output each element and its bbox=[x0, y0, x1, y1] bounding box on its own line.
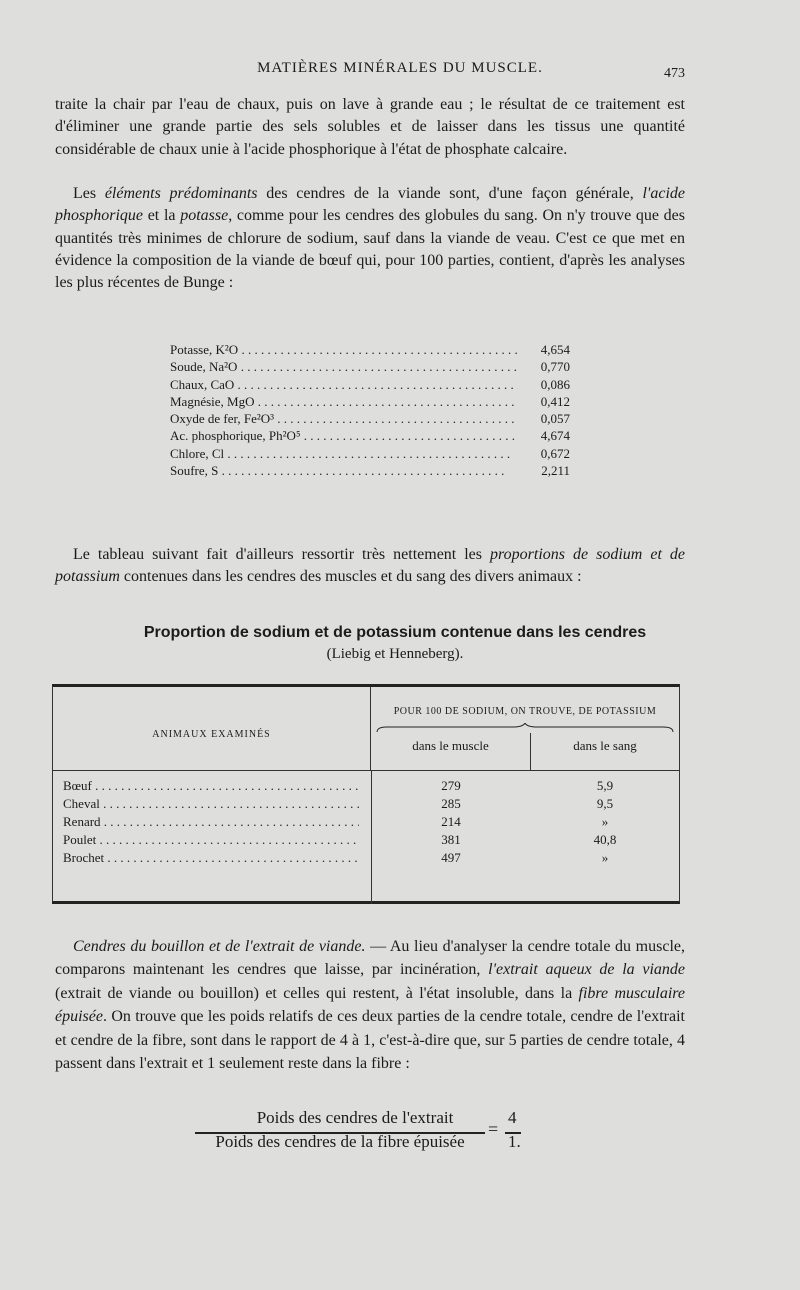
table-row bbox=[53, 849, 679, 867]
result-numerator: 4 bbox=[508, 1108, 517, 1127]
paragraph-4-text-2: (extrait de viande ou bouillon) et celles qui restent, à l'état insoluble, dans la bbox=[55, 984, 579, 1002]
paragraph-2-emphasis-1: éléments prédominants bbox=[104, 185, 258, 202]
blood-value: 9,5 bbox=[596, 796, 614, 811]
composition-row bbox=[170, 462, 570, 479]
composition-label: Chaux, CaO . . . bbox=[170, 376, 518, 393]
table-title: Proportion de sodium et de potassium contenue dans les cendres bbox=[143, 624, 647, 641]
page-number: 473 bbox=[664, 66, 685, 81]
composition-label: Chlore, Cl . . . bbox=[170, 445, 518, 462]
composition-value: 0,770 bbox=[518, 358, 570, 375]
muscle-column-header: dans le muscle bbox=[371, 733, 531, 771]
formula-numerator: Poids des cendres de l'extrait bbox=[256, 1108, 454, 1127]
muscle-value: 381 bbox=[441, 832, 461, 847]
animal-name: Brochet . . . bbox=[63, 849, 359, 867]
paragraph-2-text-2: des cendres de la viande sont, d'une façon générale, bbox=[257, 185, 643, 202]
blood-value: » bbox=[601, 850, 609, 865]
composition-row bbox=[170, 341, 570, 358]
composition-value: 0,086 bbox=[518, 376, 570, 393]
paragraph-4-text-3: . On trouve que les poids relatifs de ces deux parties de la cendre totale, cendre de l'extrait et cendre de la fibre, sont dans le rapport de 4 à 1, c'est-à-dire que, sur 5 parties de cendre totale, 4 passent dans l'extrait et 1 seulement reste dans la fibre : bbox=[55, 1008, 685, 1073]
composition-row bbox=[170, 393, 570, 410]
paragraph-2-emphasis-2: l'acide phosphorique bbox=[55, 185, 685, 225]
table-row bbox=[53, 831, 679, 849]
formula-period: . bbox=[516, 1132, 521, 1151]
brace-divider bbox=[375, 723, 675, 733]
muscle-value: 279 bbox=[441, 778, 461, 793]
animal-name: Renard . . . bbox=[63, 813, 359, 831]
paragraph-4-emphasis-2: fibre musculaire épuisée bbox=[55, 984, 686, 1026]
paragraph-3-text-2: contenues dans les cendres des muscles et du sang des divers animaux : bbox=[119, 568, 582, 586]
animal-name: Cheval . . . bbox=[63, 795, 359, 813]
composition-value: 2,211 bbox=[518, 462, 570, 479]
composition-row bbox=[170, 427, 570, 444]
composition-value: 0,057 bbox=[518, 410, 570, 427]
table-row bbox=[53, 813, 679, 831]
running-title: MATIÈRES MINÉRALES DU MUSCLE. bbox=[257, 60, 543, 76]
animals-column-label: ANIMAUX EXAMINÉS bbox=[152, 729, 271, 740]
composition-value: 4,674 bbox=[518, 427, 570, 444]
animal-name: Bœuf . . . bbox=[63, 777, 359, 795]
group-column-header: POUR 100 DE SODIUM, ON TROUVE, DE POTASSIUM bbox=[393, 706, 657, 717]
composition-label: Soufre, S . . . bbox=[170, 462, 518, 479]
paragraph-2-text-4: , comme pour les cendres des globules du sang. On n'y trouve que des quantités très minimes de chlorure de sodium, sauf dans la viande de veau. C'est ce que met en évidence la composition de la viande de bœuf qui, pour 100 parties, contient, d'après les analyses les plus récentes de Bunge : bbox=[55, 207, 686, 292]
composition-label: Oxyde de fer, Fe²O³ . . . bbox=[170, 410, 518, 427]
table-row bbox=[53, 795, 679, 813]
equals-sign: = bbox=[488, 1119, 499, 1139]
paragraph-2 bbox=[55, 183, 685, 294]
blood-column-header: dans le sang bbox=[531, 733, 679, 771]
table-body bbox=[53, 771, 679, 904]
formula-denominator: Poids des cendres de la fibre épuisée bbox=[215, 1132, 465, 1151]
result-denominator-value: 1 bbox=[508, 1132, 517, 1151]
composition-row bbox=[170, 445, 570, 462]
paragraph-4-emphasis-1: l'extrait aqueux de la viande bbox=[488, 961, 686, 979]
sodium-potassium-table bbox=[52, 684, 680, 904]
paragraph-3-emphasis-1: proportions de sodium et de potassium bbox=[55, 546, 686, 586]
paragraph-4-heading: Cendres du bouillon et de l'extrait de viande. bbox=[73, 938, 366, 955]
table-row bbox=[53, 777, 679, 795]
paragraph-3-text-1: Le tableau suivant fait d'ailleurs ressortir très nettement les bbox=[73, 546, 491, 563]
muscle-value: 285 bbox=[441, 796, 461, 811]
paragraph-2-emphasis-3: potasse bbox=[180, 207, 229, 225]
composition-value: 0,672 bbox=[518, 445, 570, 462]
paragraph-2-text-1: Les bbox=[73, 185, 105, 202]
composition-list bbox=[170, 341, 570, 479]
animal-name: Poulet . . . bbox=[63, 831, 359, 849]
paragraph-3 bbox=[55, 544, 685, 589]
blood-value: 40,8 bbox=[593, 832, 617, 847]
paragraph-1: traite la chair par l'eau de chaux, puis on lave à grande eau ; le résultat de ce traitement est d'éliminer une grande partie des sels solubles et de laisser dans les tissus une quantité considérable de chaux unie à l'acide phosphorique à l'état de phosphate calcaire. bbox=[55, 96, 685, 158]
result-denominator bbox=[508, 1132, 521, 1152]
table-subtitle: (Liebig et Henneberg). bbox=[326, 646, 464, 662]
composition-row bbox=[170, 358, 570, 375]
composition-value: 0,412 bbox=[518, 393, 570, 410]
composition-value: 4,654 bbox=[518, 341, 570, 358]
blood-value: » bbox=[601, 814, 609, 829]
animals-column-header bbox=[53, 687, 371, 771]
paragraph-4-text-1: — Au lieu d'analyser la cendre totale du muscle, comparons maintenant les cendres que laisse, par incinération, bbox=[55, 938, 685, 979]
muscle-value: 497 bbox=[441, 850, 461, 865]
paragraph-2-text-3: et la bbox=[143, 207, 181, 225]
composition-label: Soude, Na²O . . . bbox=[170, 358, 518, 375]
composition-label: Potasse, K²O . . . bbox=[170, 341, 518, 358]
composition-label: Magnésie, MgO . . . bbox=[170, 393, 518, 410]
paragraph-4 bbox=[55, 935, 685, 1075]
blood-value: 5,9 bbox=[596, 778, 614, 793]
composition-row bbox=[170, 410, 570, 427]
composition-label: Ac. phosphorique, Ph²O⁵ . . . bbox=[170, 427, 518, 444]
muscle-value: 214 bbox=[441, 814, 461, 829]
composition-row bbox=[170, 376, 570, 393]
